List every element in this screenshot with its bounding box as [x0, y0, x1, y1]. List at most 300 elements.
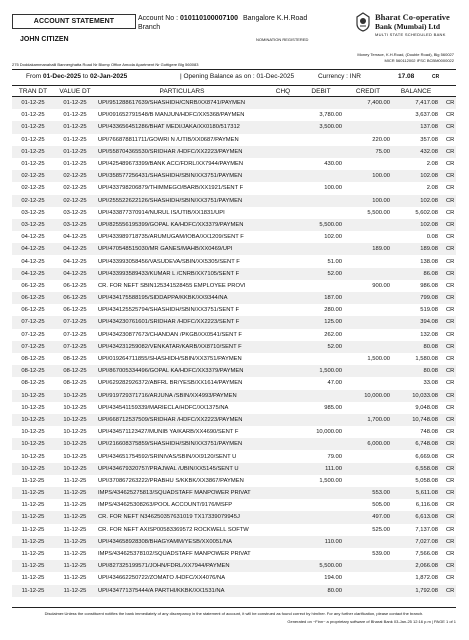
balance-amount-cell: 6,669.08	[415, 453, 438, 460]
value-date-cell: 01-12-25	[54, 97, 96, 110]
credit-amount-cell: 220.00	[372, 136, 390, 143]
tran-date-cell: 11-12-25	[21, 551, 45, 558]
period-to-label: to	[82, 73, 89, 80]
balance-amount-cell: 9,048.08	[415, 404, 438, 411]
credit-amount-cell: 5,500.00	[367, 209, 390, 216]
table-row	[12, 548, 456, 560]
credit-amount-cell	[344, 426, 392, 438]
debit-amount-cell: 52.00	[298, 268, 344, 280]
disclaimer-text: Disclaimer:Unless the constituent notifies the bank immediately of any discrepancy in the statement of account, it will be construed as found correct by him/her. For any further clarification, please contact the branch.	[44, 611, 424, 616]
credit-amount-cell: 525.00	[372, 526, 390, 533]
balance-type-cell: CR	[440, 195, 456, 207]
balance-amount-cell: 394.08	[392, 316, 440, 328]
table-row	[12, 463, 456, 475]
particulars-cell: UPI/434541159339/MARIECLA/HDFC/XX1375/NA	[98, 404, 229, 411]
value-date-cell: 03-12-25	[54, 219, 96, 231]
particulars-cell: UPI/433989718735/ARUMUGAM/IOBA/XX1209/SENT F	[98, 234, 244, 241]
tran-date-cell: 04-12-25	[21, 258, 45, 265]
debit-amount-cell	[298, 548, 344, 560]
tran-date-cell: 06-12-25	[12, 292, 54, 304]
particulars-cell: UPI/434571123427/MUNIB YA/KARB/XX4690/SENT F	[98, 429, 239, 436]
balance-type-cell: CR	[440, 390, 456, 402]
debit-amount-cell	[298, 280, 344, 292]
debit-amount-cell: 1,500.00	[298, 365, 344, 377]
value-date-cell: 10-12-25	[63, 453, 87, 460]
debit-amount-cell	[298, 97, 344, 110]
value-date-cell: 02-12-25	[54, 195, 96, 207]
balance-amount-cell: 138.08	[420, 258, 438, 265]
cheque-no-cell	[268, 511, 298, 523]
balance-amount-cell: 3,637.08	[415, 112, 438, 119]
value-date-cell: 11-12-25	[54, 511, 96, 523]
cheque-no-cell	[268, 146, 298, 158]
table-row	[12, 231, 456, 243]
table-row	[12, 341, 456, 353]
balance-type-cell: CR	[446, 502, 455, 509]
credit-amount-cell	[344, 365, 392, 377]
table-row	[12, 268, 456, 280]
table-row	[12, 426, 456, 438]
currency-label: Currency : INR	[318, 73, 361, 80]
cheque-no-cell	[268, 365, 298, 377]
credit-amount-cell	[344, 304, 392, 316]
particulars-cell: UPI/951288617639/SHASHIDH/CNRB/XX8741/PAYMEN	[96, 97, 268, 110]
cheque-no-cell	[268, 450, 298, 462]
particulars-cell: IMPS/434625308263/POOL ACCOUNT/9176/MSFP	[98, 502, 233, 509]
debit-amount-cell: 194.00	[324, 575, 342, 582]
balance-type-cell: CR	[440, 243, 456, 255]
credit-amount-cell	[344, 121, 392, 133]
debit-amount-cell: 51.00	[327, 258, 342, 265]
value-date-cell: 10-12-25	[63, 429, 87, 436]
particulars-cell: UPI/434175588195/SIDDAPPA/KKBK/XX9344/NA	[96, 292, 268, 304]
balance-amount-cell: 1,792.08	[392, 585, 440, 597]
debit-amount-cell: 430.00	[324, 161, 342, 168]
balance-type-cell: CR	[440, 316, 456, 328]
customer-address: 275 Doddakammanahalli Bannerghatta Road Nr Blomp Office Amoda Apartment Nr Gottigere Blg 560083	[12, 62, 199, 67]
table-row	[12, 109, 456, 121]
balance-amount-cell: 6,613.08	[392, 511, 440, 523]
particulars-cell: CR. FOR NEFT AXISP00583369572 ROCKWELL SOFTW	[98, 526, 249, 533]
balance-amount-cell: 7,137.08	[415, 526, 438, 533]
balance-amount-cell: 1,580.08	[415, 356, 438, 363]
cheque-no-cell	[268, 292, 298, 304]
balance-amount-cell: 357.08	[420, 136, 438, 143]
balance-type-cell: CR	[446, 429, 455, 436]
value-date-cell: 10-12-25	[54, 438, 96, 450]
branch-label: Branch	[138, 24, 161, 31]
balance-amount-cell: 432.08	[392, 146, 440, 158]
cheque-no-cell	[268, 572, 298, 584]
balance-type-cell: CR	[446, 282, 455, 289]
value-date-cell: 10-12-25	[54, 463, 96, 475]
particulars-cell: UPI/434662250722/ZOMATO /HDFC/XX4076/NA	[98, 575, 226, 582]
table-row	[12, 207, 456, 219]
tran-date-cell: 08-12-25	[21, 380, 45, 387]
cheque-no-cell	[268, 585, 298, 597]
account-holder-name: JOHN CITIZEN	[20, 36, 69, 43]
tran-date-cell: 11-12-25	[21, 477, 45, 484]
tran-date-cell: 08-12-25	[21, 356, 45, 363]
balance-type-cell: CR	[446, 404, 455, 411]
tran-date-cell: 11-12-25	[12, 536, 54, 548]
credit-amount-cell	[344, 402, 392, 414]
col-header-balance: BALANCE	[392, 86, 440, 97]
balance-amount-cell: 189.08	[392, 243, 440, 255]
debit-amount-cell: 102.00	[324, 234, 342, 241]
particulars-cell: UPI/434679320757/PRAJWAL /UBIN/XX5145/SENT U	[96, 463, 268, 475]
cheque-no-cell	[268, 402, 298, 414]
debit-amount-cell: 3,500.00	[298, 121, 344, 133]
cheque-no-cell	[268, 182, 298, 194]
tran-date-cell: 04-12-25	[12, 243, 54, 255]
value-date-cell: 10-12-25	[63, 404, 87, 411]
debit-amount-cell: 280.00	[324, 307, 342, 314]
tran-date-cell: 10-12-25	[12, 414, 54, 426]
table-row	[12, 414, 456, 426]
credit-amount-cell: 505.00	[372, 502, 390, 509]
debit-amount-cell: 80.00	[298, 585, 344, 597]
balance-type-cell: CR	[446, 356, 455, 363]
debit-amount-cell: 3,780.00	[319, 112, 342, 119]
balance-amount-cell: 986.08	[420, 282, 438, 289]
balance-type-cell: CR	[440, 146, 456, 158]
credit-amount-cell	[344, 268, 392, 280]
col-header-credit: CREDIT	[344, 86, 392, 97]
credit-amount-cell: 900.00	[372, 282, 390, 289]
tran-date-cell: 02-12-25	[21, 185, 45, 192]
debit-amount-cell	[298, 390, 344, 402]
col-header-debit: DEBIT	[298, 86, 344, 97]
credit-amount-cell	[344, 255, 392, 267]
value-date-cell: 10-12-25	[54, 414, 96, 426]
particulars-cell: UPI/433993058456/VASUDEVA/SBIN/XX5305/SENT F	[98, 258, 240, 265]
particulars-cell: UPI/433877370914/NURUL IS/UTIB/XX1831/UPI	[98, 209, 225, 216]
value-date-cell: 06-12-25	[63, 282, 87, 289]
value-date-cell: 11-12-25	[63, 502, 87, 509]
balance-type-cell: CR	[440, 414, 456, 426]
particulars-cell: UPI/019264711855/SHASHIDH/SBIN/XX3751/PAYMEN	[98, 356, 242, 363]
particulars-cell: CR. FOR NEFT N346250357631019 TX17339079945J	[96, 511, 268, 523]
table-row	[12, 377, 456, 389]
tran-date-cell: 01-12-25	[21, 112, 45, 119]
debit-amount-cell: 262.00	[324, 331, 342, 338]
balance-type-cell: CR	[440, 97, 456, 110]
credit-amount-cell	[344, 450, 392, 462]
particulars-cell: UPI/255522622126/SHASHIDH/SBIN/XX3751/PAYMEN	[96, 195, 268, 207]
value-date-cell: 06-12-25	[54, 292, 96, 304]
tran-date-cell: 11-12-25	[12, 487, 54, 499]
credit-amount-cell: 10,000.00	[344, 390, 392, 402]
value-date-cell: 03-12-25	[63, 209, 87, 216]
cheque-no-cell	[268, 548, 298, 560]
balance-amount-cell: 6,116.08	[415, 502, 438, 509]
debit-amount-cell	[298, 487, 344, 499]
particulars-cell: UPI/433993589433/KUMAR L /CNRB/XX7105/SENT F	[96, 268, 268, 280]
credit-amount-cell	[344, 377, 392, 389]
table-row	[12, 585, 456, 597]
debit-amount-cell: 10,000.00	[316, 429, 342, 436]
credit-amount-cell	[344, 560, 392, 572]
tran-date-cell: 04-12-25	[12, 268, 54, 280]
balance-amount-cell: 2.08	[426, 185, 438, 192]
tran-date-cell: 01-12-25	[21, 136, 45, 143]
balance-type-cell: CR	[440, 121, 456, 133]
cheque-no-cell	[268, 255, 298, 267]
particulars-cell: UPI/216608375859/SHASHIDH/SBIN/XX3751/PAYMEN	[96, 438, 268, 450]
value-date-cell: 08-12-25	[63, 356, 87, 363]
particulars-cell: UPI/827325199571/JOHN/FDRL/XX7944/PAYMEN	[96, 560, 268, 572]
period-from-label: From	[26, 73, 42, 80]
debit-amount-cell: 110.00	[298, 536, 344, 548]
particulars-cell: UPI/434651754592/SRINIVAS/SBIN/XX9120/SENT U	[98, 453, 237, 460]
debit-amount-cell	[298, 414, 344, 426]
particulars-cell: UPI/370867263222/PRABHU S/KKBK/XX3867/PAYMEN	[98, 477, 244, 484]
cheque-no-cell	[268, 170, 298, 182]
tran-date-cell: 07-12-25	[21, 331, 45, 338]
credit-amount-cell	[344, 109, 392, 121]
value-date-cell: 11-12-25	[63, 575, 87, 582]
table-row	[12, 572, 456, 584]
credit-amount-cell: 6,000.00	[344, 438, 392, 450]
branch-name: Bangalore K.H.Road	[243, 15, 308, 22]
particulars-cell: UPI/825556195399/GOPAL KA/HDFC/XX3379/PAYMEN	[96, 219, 268, 231]
credit-amount-cell: 75.00	[344, 146, 392, 158]
tran-date-cell: 10-12-25	[12, 438, 54, 450]
tran-date-cell: 01-12-25	[12, 146, 54, 158]
transactions-body	[12, 97, 456, 597]
value-date-cell: 11-12-25	[54, 536, 96, 548]
table-row	[12, 255, 456, 267]
balance-type-cell: CR	[446, 380, 455, 387]
tran-date-cell: 10-12-25	[12, 463, 54, 475]
tran-date-cell: 11-12-25	[12, 511, 54, 523]
credit-amount-cell: 553.00	[344, 487, 392, 499]
debit-amount-cell: 5,500.00	[298, 219, 344, 231]
debit-amount-cell: 100.00	[324, 185, 342, 192]
balance-amount-cell: 33.08	[423, 380, 438, 387]
col-header-tran-date: TRAN DT	[12, 86, 54, 97]
balance-amount-cell: 10,748.08	[392, 414, 440, 426]
balance-amount-cell: 7,417.08	[392, 97, 440, 110]
balance-type-cell: CR	[440, 219, 456, 231]
table-row	[12, 536, 456, 548]
debit-amount-cell	[298, 353, 344, 365]
balance-type-cell: CR	[440, 341, 456, 353]
table-row	[12, 524, 456, 536]
credit-amount-cell: 100.00	[344, 195, 392, 207]
debit-amount-cell	[298, 524, 344, 536]
debit-amount-cell: 52.00	[298, 341, 344, 353]
credit-amount-cell	[344, 463, 392, 475]
balance-type-cell: CR	[440, 585, 456, 597]
debit-amount-cell	[298, 438, 344, 450]
particulars-cell: UPI/434230761601/SRIDHAR /HDFC/XX2223/SENT F	[96, 316, 268, 328]
debit-amount-cell: 5,500.00	[298, 560, 344, 572]
balance-type-cell: CR	[440, 536, 456, 548]
particulars-cell: UPI/358577256431/SHASHIDH/SBIN/XX3751/PAYMEN	[96, 170, 268, 182]
table-row	[12, 390, 456, 402]
particulars-cell: UPI/766878811711/GOWRI N /UTIB/XX0687/PAYMEN	[98, 136, 239, 143]
col-header-particulars: PARTICULARS	[96, 86, 268, 97]
particulars-cell: IMPS/434625378102/SQUADSTAFF MANPOWER PRIVAT	[98, 551, 251, 558]
debit-amount-cell	[298, 499, 344, 511]
particulars-cell: UPI/867005334496/GOPAL KA/HDFC/XX3379/PAYMEN	[96, 365, 268, 377]
particulars-cell: UPI/919729371716/ARJUNA /SBIN/XX4993/PAYMEN	[96, 390, 268, 402]
particulars-cell: IMPS/434625275813/SQUADSTAFF MANPOWER PRIVAT	[96, 487, 268, 499]
balance-type-cell: CR	[446, 112, 455, 119]
table-row	[12, 511, 456, 523]
tran-date-cell: 02-12-25	[12, 170, 54, 182]
balance-amount-cell: 5,602.08	[415, 209, 438, 216]
period-to: 02-Jan-2025	[89, 73, 128, 80]
debit-amount-cell	[298, 243, 344, 255]
tran-date-cell: 04-12-25	[21, 234, 45, 241]
value-date-cell: 01-12-25	[63, 136, 87, 143]
cheque-no-cell	[268, 97, 298, 110]
tran-date-cell: 01-12-25	[12, 97, 54, 110]
credit-amount-cell	[344, 182, 392, 194]
balance-type-cell: CR	[446, 136, 455, 143]
balance-amount-cell: 1,872.08	[415, 575, 438, 582]
debit-amount-cell	[298, 511, 344, 523]
balance-type-cell: CR	[440, 487, 456, 499]
balance-type-cell: CR	[446, 477, 455, 484]
cheque-no-cell	[268, 341, 298, 353]
closing-balance-type: CR	[432, 74, 440, 80]
value-date-cell: 11-12-25	[54, 560, 96, 572]
tran-date-cell: 03-12-25	[21, 209, 45, 216]
balance-type-cell: CR	[446, 453, 455, 460]
cheque-no-cell	[268, 158, 298, 170]
value-date-cell: 11-12-25	[54, 487, 96, 499]
tran-date-cell: 10-12-25	[12, 390, 54, 402]
table-row	[12, 97, 456, 110]
balance-amount-cell: 5,058.08	[415, 477, 438, 484]
value-date-cell: 07-12-25	[54, 316, 96, 328]
cheque-no-cell	[268, 560, 298, 572]
particulars-cell: UPI/558704365530/SRIDHAR /HDFC/XX2223/PAYMEN	[96, 146, 268, 158]
table-row	[12, 121, 456, 133]
credit-amount-cell	[344, 585, 392, 597]
balance-type-cell: CR	[440, 365, 456, 377]
balance-type-cell: CR	[440, 438, 456, 450]
tran-date-cell: 11-12-25	[21, 526, 45, 533]
tran-date-cell: 10-12-25	[21, 404, 45, 411]
balance-type-cell: CR	[446, 526, 455, 533]
debit-amount-cell	[298, 195, 344, 207]
balance-amount-cell: 102.08	[392, 170, 440, 182]
balance-amount-cell: 6,748.08	[392, 438, 440, 450]
particulars-cell: UPI/434771375444/A PARTHI/KKBK/XX1531/NA	[96, 585, 268, 597]
tran-date-cell: 02-12-25	[12, 195, 54, 207]
cheque-no-cell	[268, 134, 298, 146]
footer-divider	[12, 607, 456, 608]
table-row	[12, 195, 456, 207]
balance-type-cell: CR	[440, 511, 456, 523]
col-header-cheque: CHQ	[268, 86, 298, 97]
col-header-value-date: VALUE DT	[54, 86, 96, 97]
table-row	[12, 304, 456, 316]
tran-date-cell: 10-12-25	[21, 429, 45, 436]
tran-date-cell: 07-12-25	[12, 341, 54, 353]
tran-date-cell: 11-12-25	[21, 502, 45, 509]
value-date-cell: 01-12-25	[63, 112, 87, 119]
table-row	[12, 182, 456, 194]
particulars-cell: UPI/434230877673/CHANDAN /PKGB/XX0541/SENT F	[98, 331, 242, 338]
table-row	[12, 365, 456, 377]
credit-amount-cell: 1,700.00	[344, 414, 392, 426]
account-label: Account No :	[138, 15, 179, 22]
table-row	[12, 499, 456, 511]
debit-amount-cell	[298, 146, 344, 158]
credit-amount-cell: 189.00	[344, 243, 392, 255]
opening-balance-label: | Opening Balance as on : 01-Dec-2025	[180, 73, 295, 80]
cheque-no-cell	[268, 487, 298, 499]
value-date-cell: 04-12-25	[54, 268, 96, 280]
cheque-no-cell	[268, 353, 298, 365]
cheque-no-cell	[268, 329, 298, 341]
balance-amount-cell: 6,558.08	[392, 463, 440, 475]
balance-amount-cell: 10,033.08	[392, 390, 440, 402]
col-header-balance-type	[440, 86, 456, 97]
credit-amount-cell: 497.00	[344, 511, 392, 523]
bank-address-line2: MICR 560112002 IFSC BCBM0000022	[384, 58, 454, 63]
particulars-cell: UPI/629282926372/ABFRL BR/YESB/XX1614/PAYMEN	[98, 380, 243, 387]
cheque-no-cell	[268, 414, 298, 426]
table-row	[12, 134, 456, 146]
balance-type-cell: CR	[446, 331, 455, 338]
value-date-cell: 08-12-25	[63, 380, 87, 387]
debit-amount-cell: 47.00	[327, 380, 342, 387]
table-row	[12, 158, 456, 170]
table-row	[12, 402, 456, 414]
credit-amount-cell	[344, 316, 392, 328]
value-date-cell: 11-12-25	[63, 526, 87, 533]
debit-amount-cell: 79.00	[327, 453, 342, 460]
value-date-cell: 01-12-25	[54, 146, 96, 158]
balance-amount-cell: 748.08	[420, 429, 438, 436]
particulars-cell: UPI/091652791548/B MANJUN/HDFC/XX5368/PAYMEN	[98, 112, 245, 119]
tran-date-cell: 08-12-25	[12, 365, 54, 377]
value-date-cell: 07-12-25	[54, 341, 96, 353]
cheque-no-cell	[268, 243, 298, 255]
cheque-no-cell	[268, 499, 298, 511]
cheque-no-cell	[268, 195, 298, 207]
credit-amount-cell: 100.00	[344, 170, 392, 182]
debit-amount-cell: 985.00	[324, 404, 342, 411]
cheque-no-cell	[268, 390, 298, 402]
tran-date-cell: 01-12-25	[12, 121, 54, 133]
debit-amount-cell: 111.00	[298, 463, 344, 475]
balance-amount-cell: 102.08	[392, 219, 440, 231]
credit-amount-cell	[344, 292, 392, 304]
table-row	[12, 292, 456, 304]
table-row	[12, 353, 456, 365]
tran-date-cell: 11-12-25	[12, 560, 54, 572]
value-date-cell: 01-12-25	[63, 161, 87, 168]
balance-amount-cell: 102.08	[392, 195, 440, 207]
credit-amount-cell: 539.00	[372, 551, 390, 558]
cheque-no-cell	[268, 219, 298, 231]
balance-amount-cell: 137.08	[392, 121, 440, 133]
balance-amount-cell: 7,566.08	[415, 551, 438, 558]
period-from: 01-Dec-2025	[42, 73, 81, 80]
balance-type-cell: CR	[446, 258, 455, 265]
bank-name-line1: Bharat Co-operative	[375, 12, 450, 22]
tran-date-cell: 10-12-25	[21, 453, 45, 460]
value-date-cell: 11-12-25	[63, 477, 87, 484]
